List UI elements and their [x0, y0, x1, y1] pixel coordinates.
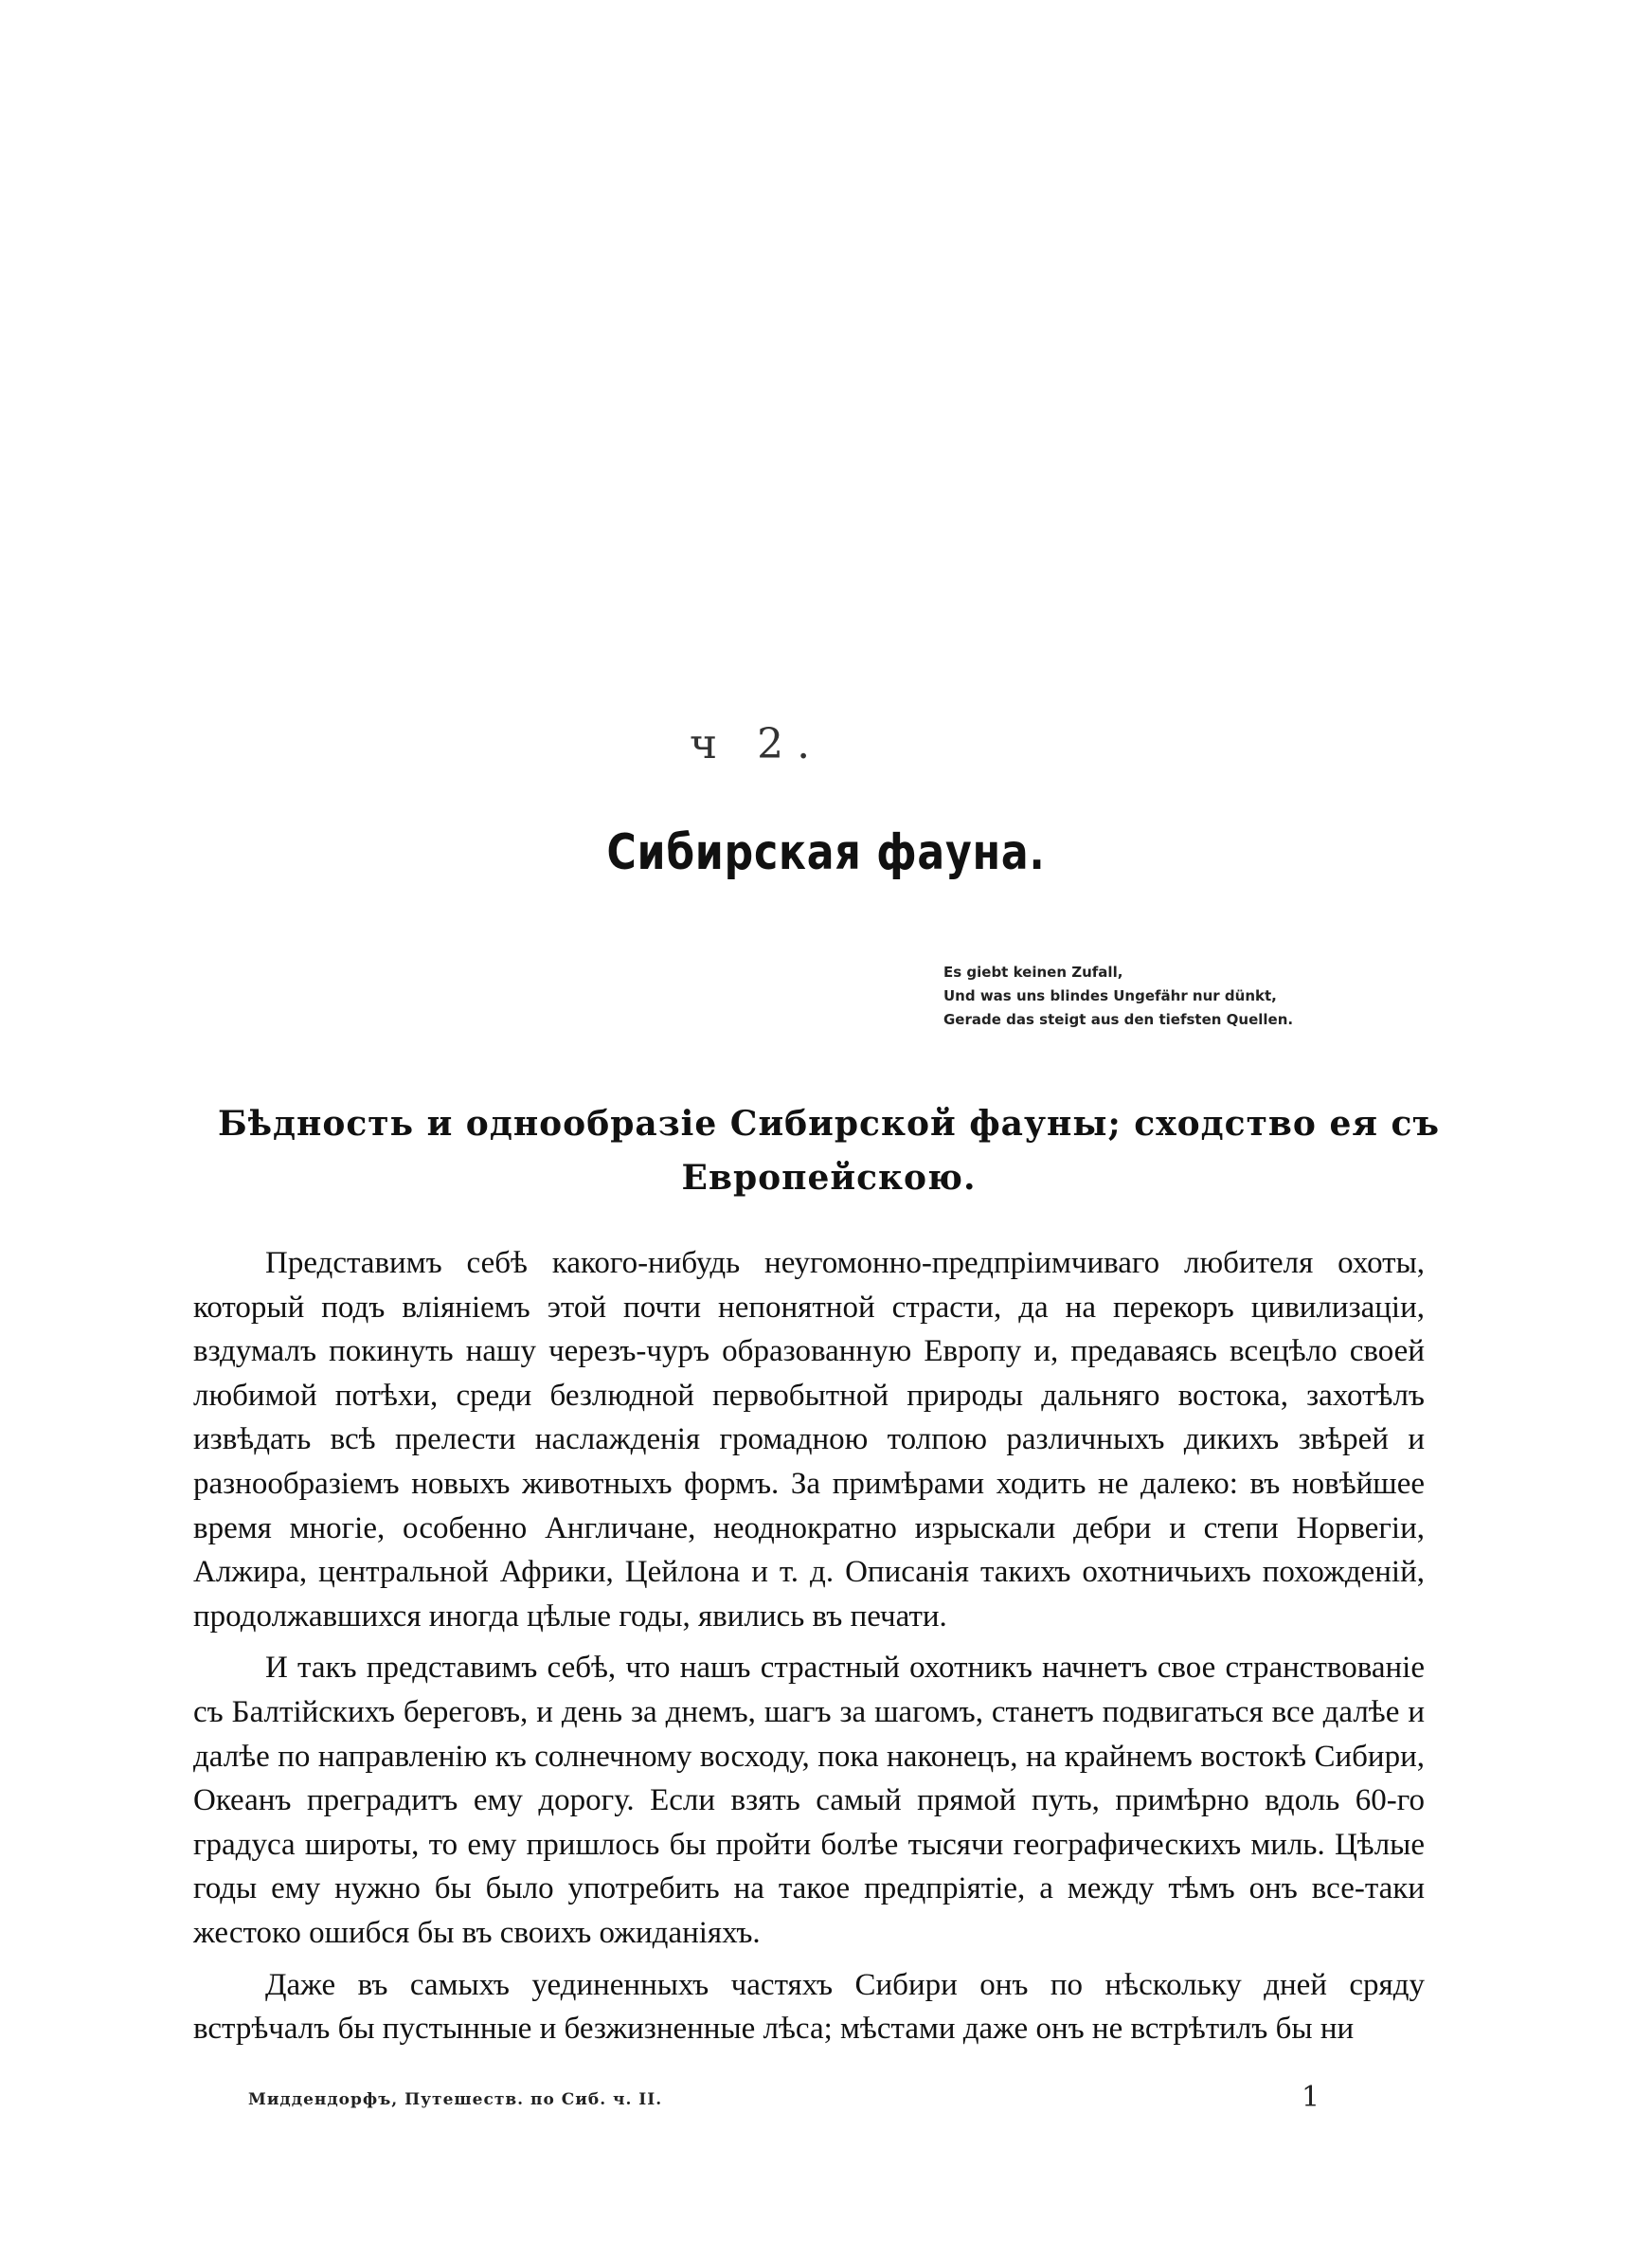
section-heading: Бѣдность и однообразіе Сибирской фауны; сходство ея съ Европейскою. — [217, 1104, 1441, 1198]
paragraph: И такъ представимъ себѣ, что нашъ страстный охотникъ начнетъ свое странствованіе съ Балтійскихъ береговъ, и день за днемъ, шагъ за шагомъ, станетъ подвигаться все далѣе и далѣе по направленію къ солнечному восходу, пока наконецъ, на крайнемъ востокѣ Сибири, Океанъ преградитъ ему дорогу. Если взять самый прямой путь, примѣрно вдоль 60-го градуса широты, то ему пришлось бы пройти болѣе тысячи географическихъ миль. Цѣлые годы ему нужно бы было употребить на такое предпріятіе, а между тѣмъ онъ все-таки жестоко ошибся бы въ своихъ ожиданіяхъ. — [193, 1651, 1425, 1950]
signature-mark: 1 — [1302, 2081, 1320, 2114]
footer-citation: Миддендорфъ, Путешеств. по Сиб. ч. II. — [248, 2090, 663, 2109]
paragraph: Представимъ себѣ какого-нибудь неугомонно-предпріимчиваго любителя охоты, который подъ вліяніемъ этой почти непонятной страсти, да на перекоръ цивилизаціи, вздумалъ покинуть нашу черезъ-чуръ образованную Европу и, предаваясь всецѣло своей любимой потѣхи, среди безлюдной первобытной природы дальняго востока, захотѣлъ извѣдать всѣ прелести наслажденія громадною толпою различныхъ дикихъ звѣрей и разнообразіемъ новыхъ животныхъ формъ. За примѣрами ходить не далеко: въ новѣйшее время многіе, особенно Англичане, неоднократно изрыскали дебри и степи Норвегіи, Алжира, центральной Африки, Цейлона и т. д. Описанія такихъ охотничьихъ похожденій, продолжавшихся иногда цѣлые годы, явились въ печати. — [193, 1246, 1425, 1634]
epigraph-line: Es giebt keinen Zufall, — [943, 964, 1123, 981]
body-text — [193, 1241, 1425, 2051]
chapter-title: Сибирская фауна. — [606, 824, 1046, 881]
epigraph — [943, 961, 1436, 1032]
handwritten-page-mark: ч 2. — [690, 720, 824, 768]
epigraph-line: Und was uns blindes Ungefähr nur dünkt, — [943, 987, 1277, 1004]
epigraph-line: Gerade das steigt aus den tiefsten Quellen. — [943, 1011, 1294, 1028]
paragraph: Даже въ самыхъ уединенныхъ частяхъ Сибири онъ по нѣскольку дней сряду встрѣчалъ бы пустынные и безжизненные лѣса; мѣстами даже онъ не встрѣтилъ бы ни — [193, 1967, 1425, 2047]
